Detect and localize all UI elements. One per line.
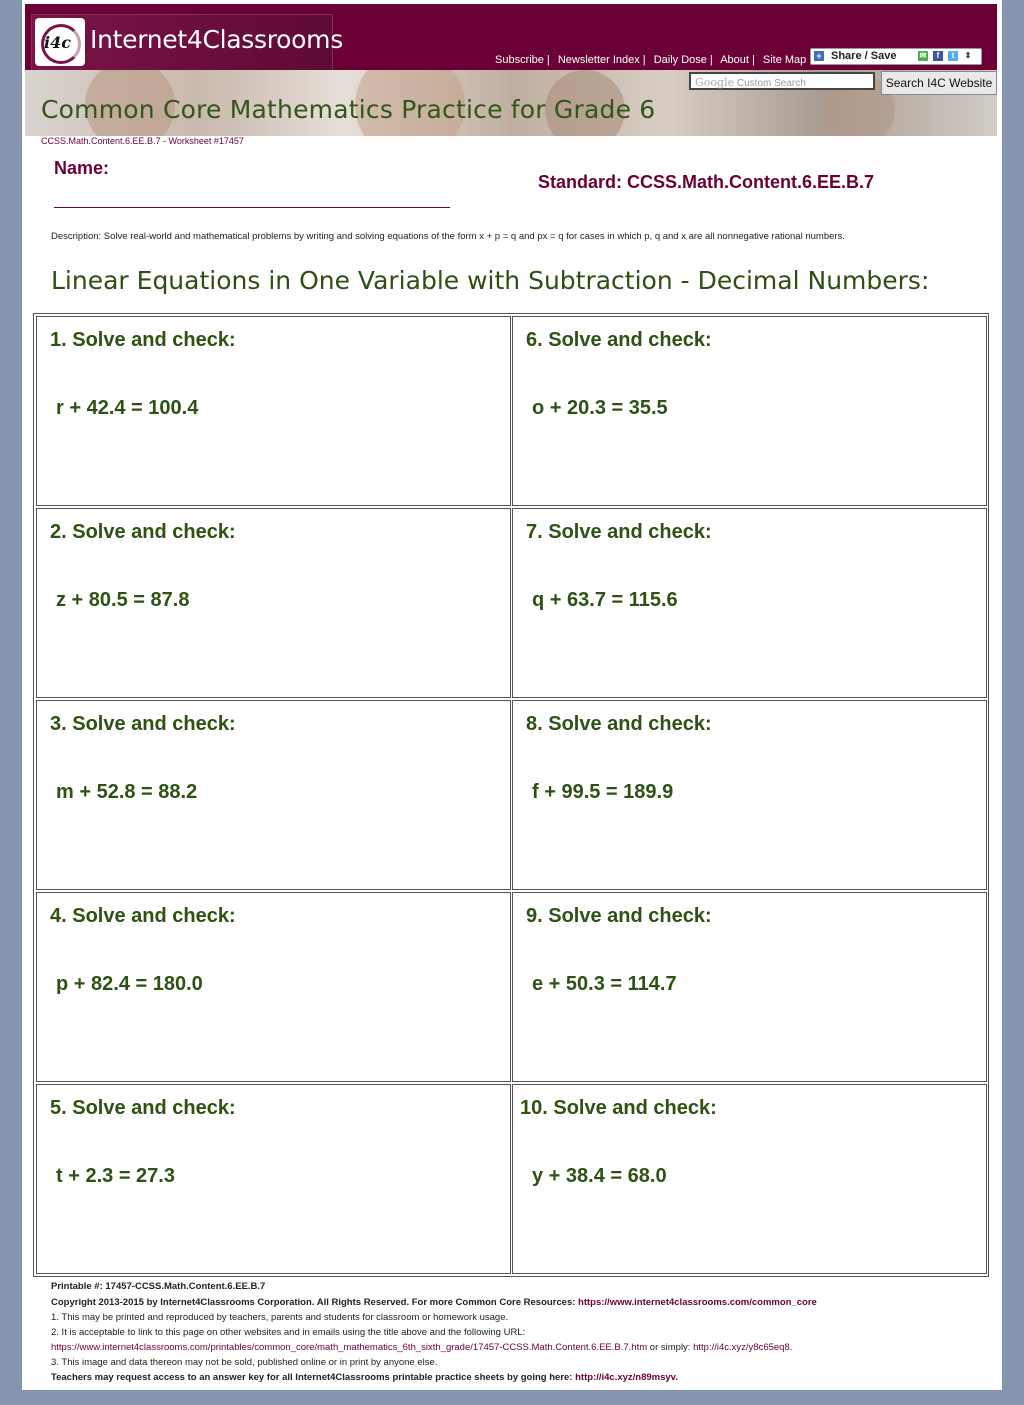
share-email-icon: ✉ <box>919 51 927 60</box>
answer-key-link[interactable]: http://i4c.xyz/n89msyv. <box>575 1372 678 1383</box>
nav-daily-dose[interactable]: Daily Dose <box>653 54 707 66</box>
common-core-link[interactable]: https://www.internet4classrooms.com/common_core <box>578 1297 817 1308</box>
problem-equation: p + 82.4 = 180.0 <box>56 973 203 995</box>
problem-equation: t + 2.3 = 27.3 <box>56 1165 175 1187</box>
problem-heading: 9. Solve and check: <box>526 905 712 927</box>
site-header <box>25 4 997 70</box>
standard-label: Standard: CCSS.Math.Content.6.EE.B.7 <box>538 172 875 192</box>
problem-heading: 10. Solve and check: <box>520 1097 717 1119</box>
nav-newsletter-index[interactable]: Newsletter Index <box>557 54 640 66</box>
problem-equation: o + 20.3 = 35.5 <box>532 397 668 419</box>
problem-cell <box>36 316 511 506</box>
short-url-link[interactable]: http://i4c.xyz/y8c65eq8. <box>693 1342 793 1353</box>
logo-badge <box>35 18 85 66</box>
problem-heading: 4. Solve and check: <box>50 905 236 927</box>
problems-grid <box>33 313 989 1277</box>
share-plus-icon: + <box>814 51 824 61</box>
problem-heading: 6. Solve and check: <box>526 329 712 351</box>
problem-heading: 1. Solve and check: <box>50 329 236 351</box>
problem-heading: 8. Solve and check: <box>526 713 712 735</box>
problem-heading: 5. Solve and check: <box>50 1097 236 1119</box>
answer-key-text: Teachers may request access to an answer key for all Internet4Classrooms printable practice sheets by going here: <box>51 1372 573 1383</box>
name-label: Name: <box>54 158 110 178</box>
google-logo: Google <box>695 76 735 89</box>
breadcrumb: CCSS.Math.Content.6.EE.B.7 - Worksheet #17457 <box>41 136 244 146</box>
problem-cell <box>512 508 987 698</box>
nav-separator: | <box>751 54 755 66</box>
worksheet-page <box>22 0 1002 1390</box>
problem-equation: f + 99.5 = 189.9 <box>532 781 674 803</box>
twitter-icon: t <box>948 51 958 61</box>
problem-equation: z + 80.5 = 87.8 <box>56 589 190 611</box>
url-separator-text: or simply: <box>647 1342 694 1353</box>
nav-about[interactable]: About <box>720 54 749 66</box>
problem-equation: q + 63.7 = 115.6 <box>532 589 678 611</box>
problem-cell <box>36 892 511 1082</box>
nav-separator: | <box>709 54 713 66</box>
problem-heading: 2. Solve and check: <box>50 521 236 543</box>
problem-cell <box>36 508 511 698</box>
problem-cell <box>512 316 987 506</box>
site-logo[interactable] <box>31 14 343 72</box>
problem-equation: y + 38.4 = 68.0 <box>532 1165 667 1187</box>
search-placeholder: Custom Search <box>736 78 806 89</box>
search-input[interactable] <box>689 72 875 90</box>
problem-cell <box>512 1084 987 1274</box>
problem-cell <box>512 892 987 1082</box>
share-button[interactable] <box>810 48 982 65</box>
nav-subscribe[interactable]: Subscribe <box>495 54 544 66</box>
worksheet-url-link[interactable]: https://www.internet4classrooms.com/printables/common_core/math_mathematics_6th_sixth_grade/17457-CCSS.Math.Content.6.EE.B.7.htm <box>51 1342 648 1353</box>
answer-key-line <box>51 1372 678 1383</box>
share-label: Share / Save <box>831 50 897 62</box>
section-title: Linear Equations in One Variable with Subtraction - Decimal Numbers: <box>51 266 930 295</box>
nav-separator: | <box>546 54 550 66</box>
problem-cell <box>512 700 987 890</box>
header-banner <box>25 70 997 136</box>
problem-cell <box>36 1084 511 1274</box>
logo-badge-text: i4c <box>44 33 71 52</box>
footer-note-2: 2. It is acceptable to link to this page on other websites and in emails using the title above and the following URL: <box>51 1327 526 1338</box>
footer-url-line <box>51 1342 792 1353</box>
footer-note-1: 1. This may be printed and reproduced by teachers, parents and students for classroom or homework usage. <box>51 1312 509 1323</box>
problem-equation: e + 50.3 = 114.7 <box>532 973 677 995</box>
logo-text: Internet4Classrooms <box>90 25 343 54</box>
copyright <box>51 1297 817 1308</box>
copyright-text: Copyright 2013-2015 by Internet4Classrooms Corporation. All Rights Reserved. For more Common Core Resources: <box>51 1297 576 1308</box>
top-nav <box>495 54 806 66</box>
nav-site-map[interactable]: Site Map <box>762 54 807 66</box>
name-line <box>54 207 450 208</box>
problem-cell <box>36 700 511 890</box>
nav-separator: | <box>642 54 646 66</box>
problem-equation: m + 52.8 = 88.2 <box>56 781 198 803</box>
search-button[interactable]: Search I4C Website <box>881 71 997 95</box>
problem-equation: r + 42.4 = 100.4 <box>56 397 199 419</box>
problem-heading: 7. Solve and check: <box>526 521 712 543</box>
printable-number: Printable #: 17457-CCSS.Math.Content.6.EE.B.7 <box>51 1281 266 1292</box>
footer-note-3: 3. This image and data thereon may not be sold, published online or in print by anyone else. <box>51 1357 438 1368</box>
page-title: Common Core Mathematics Practice for Grade 6 <box>41 95 656 124</box>
facebook-icon: f <box>933 51 943 61</box>
problem-heading: 3. Solve and check: <box>50 713 236 735</box>
description: Description: Solve real-world and mathematical problems by writing and solving equations of the form x + p = q and px = q for cases in which p, q and x are all nonnegative rational numbers. <box>51 231 845 242</box>
chevron-updown-icon: ⇕ <box>964 51 972 60</box>
